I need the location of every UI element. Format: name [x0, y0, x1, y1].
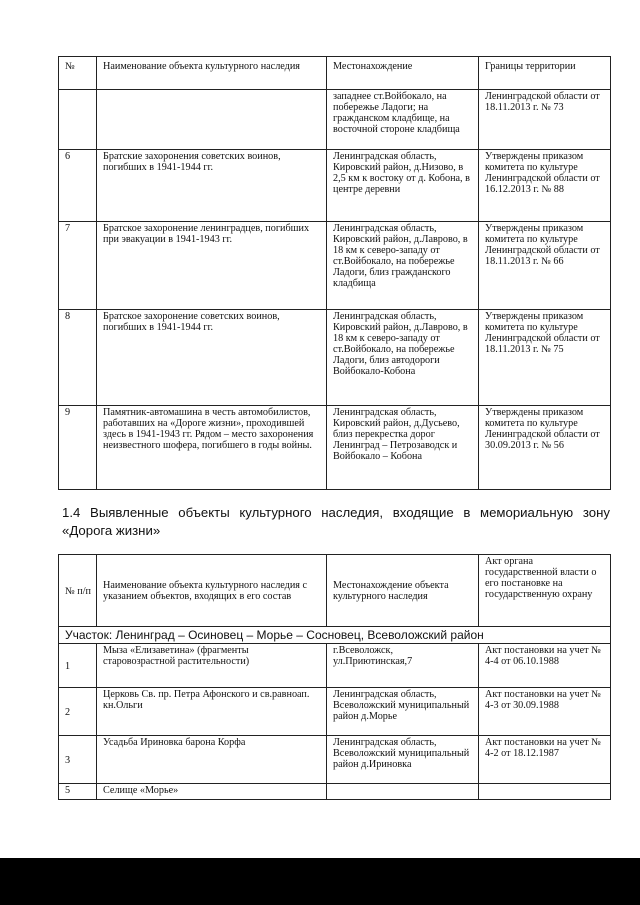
table-header-row: [59, 555, 611, 627]
header-location: Местонахождение: [327, 57, 479, 90]
table-header-row: [59, 57, 611, 90]
protection-act: [479, 784, 611, 800]
identified-objects-table: [58, 554, 611, 800]
object-location: Ленинградская область, Кировский район, д.Лаврово, в 18 км к северо-западу от ст.Войбокало, на побережье Ладоги, близ гражданского кладбища: [327, 222, 479, 310]
object-name: Мыза «Елизаветина» (фрагменты старовозрастной растительности): [97, 644, 327, 688]
header-protection-act: Акт органа государственной власти о его постановке на государственную охрану: [479, 555, 611, 627]
object-boundary: Ленинградской области от 18.11.2013 г. № 73: [479, 90, 611, 150]
header-boundaries: Границы территории: [479, 57, 611, 90]
table-row: [59, 222, 611, 310]
heritage-objects-table: [58, 56, 611, 490]
protection-act: Акт постановки на учет № 4-4 от 06.10.1988: [479, 644, 611, 688]
object-boundary: Утверждены приказом комитета по культуре Ленинградской области от 30.09.2013 г. № 56: [479, 406, 611, 490]
object-location: г.Всеволожск, ул.Приютинская,7: [327, 644, 479, 688]
object-name: [97, 90, 327, 150]
table-row: [59, 688, 611, 736]
district-section-label: Участок: Ленинград – Осиновец – Морье – Сосновец, Всеволожский район: [59, 627, 611, 644]
row-number: [59, 90, 97, 150]
object-name: Церковь Св. пр. Петра Афонского и св.равноап. кн.Ольги: [97, 688, 327, 736]
table-row: [59, 406, 611, 490]
object-name: Усадьба Ириновка барона Корфа: [97, 736, 327, 784]
object-location: Ленинградская область, Всеволожский муниципальный район д.Ириновка: [327, 736, 479, 784]
table-row: [59, 90, 611, 150]
object-name: Братское захоронение ленинградцев, погибших при эвакуации в 1941-1943 гг.: [97, 222, 327, 310]
table-row: [59, 150, 611, 222]
protection-act: Акт постановки на учет № 4-2 от 18.12.1987: [479, 736, 611, 784]
row-number: 9: [59, 406, 97, 490]
object-boundary: Утверждены приказом комитета по культуре Ленинградской области от 16.12.2013 г. № 88: [479, 150, 611, 222]
row-number: 6: [59, 150, 97, 222]
object-location: Ленинградская область, Кировский район, д.Лаврово, в 18 км к северо-западу от ст.Войбокало, на побережье Ладоги, близ автодороги Войбокало-Кобона: [327, 310, 479, 406]
object-location: Ленинградская область, Кировский район, д.Дусьево, близ перекрестка дорог Ленинград – Петрозаводск и Войбокало – Кобона: [327, 406, 479, 490]
header-number: № п/п: [59, 555, 97, 627]
object-location: Ленинградская область, Всеволожский муниципальный район д.Морье: [327, 688, 479, 736]
object-boundary: Утверждены приказом комитета по культуре Ленинградской области от 18.11.2013 г. № 66: [479, 222, 611, 310]
object-name: Селище «Морье»: [97, 784, 327, 800]
row-number: 8: [59, 310, 97, 406]
row-number: 2: [59, 688, 97, 736]
object-name: Братское захоронение советских воинов, погибших в 1941-1944 гг.: [97, 310, 327, 406]
object-location: Ленинградская область, Кировский район, д.Низово, в 2,5 км к востоку от д. Кобона, в центре деревни: [327, 150, 479, 222]
object-name: Памятник-автомашина в честь автомобилистов, работавших на «Дороге жизни», проходившей здесь в 1941-1943 гг. Рядом – место захоронения неизвестного шофера, погибшего в годы войны.: [97, 406, 327, 490]
protection-act: Акт постановки на учет № 4-3 от 30.09.1988: [479, 688, 611, 736]
object-location: западнее ст.Войбокало, на побережье Ладоги; на гражданском кладбище, на восточной стороне кладбища: [327, 90, 479, 150]
section-heading: 1.4 Выявленные объекты культурного наследия, входящие в мемориальную зону «Дорога жизни»: [62, 505, 610, 538]
header-location: Местонахождение объекта культурного наследия: [327, 555, 479, 627]
header-object-name: Наименование объекта культурного наследия: [97, 57, 327, 90]
section-row: [59, 627, 611, 644]
object-boundary: Утверждены приказом комитета по культуре Ленинградской области от 18.11.2013 г. № 75: [479, 310, 611, 406]
table-row: [59, 310, 611, 406]
row-number: 3: [59, 736, 97, 784]
header-number: №: [59, 57, 97, 90]
row-number: 1: [59, 644, 97, 688]
row-number: 7: [59, 222, 97, 310]
table-row: [59, 644, 611, 688]
row-number: 5: [59, 784, 97, 800]
table-row: [59, 784, 611, 800]
table-row: [59, 736, 611, 784]
object-location: [327, 784, 479, 800]
object-name: Братские захоронения советских воинов, погибших в 1941-1944 гг.: [97, 150, 327, 222]
header-object-name: Наименование объекта культурного наследия с указанием объектов, входящих в его состав: [97, 555, 327, 627]
